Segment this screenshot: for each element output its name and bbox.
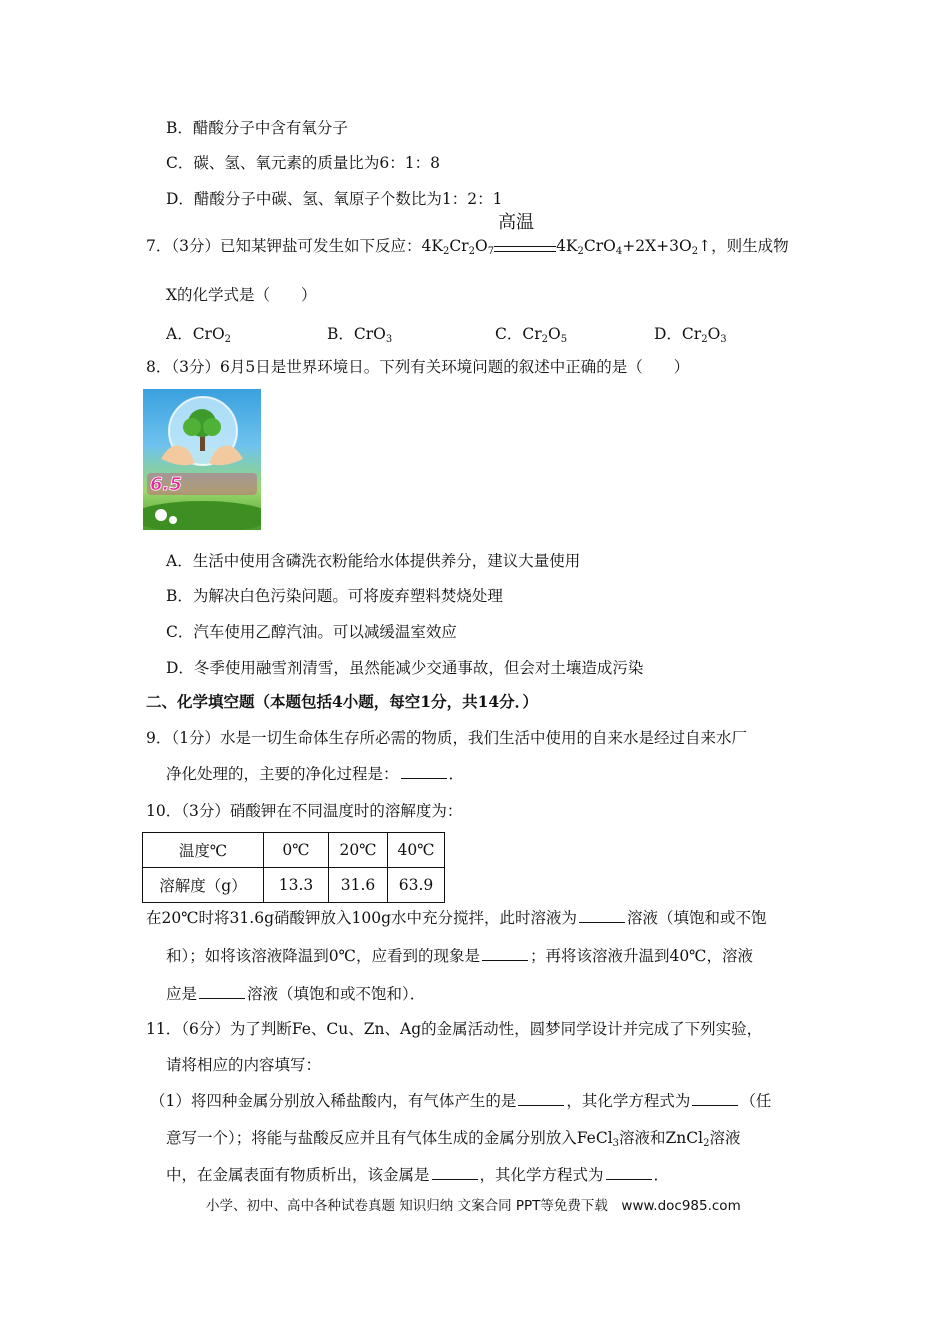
reaction-condition: 高温	[498, 212, 535, 233]
q9-line2: 净化处理的，主要的净化过程是： ．	[166, 765, 465, 783]
q8-option-a: A．生活中使用含磷洗衣粉能给水体提供养分，建议大量使用	[166, 552, 581, 570]
q11-part1-line3: 中，在金属表面有物质析出，该金属是 ，其化学方程式为 ．	[166, 1166, 670, 1184]
answer-blank[interactable]	[199, 984, 245, 999]
q6-option-d: D．醋酸分子中碳、氢、氧原子个数比为1：2：1	[166, 190, 503, 208]
q7-stem: 7．（3分）已知某钾盐可发生如下反应：$4K_2Cr_2O_7$ 高温 $4K_2CrO_4+2X+3O_2↑$，则生成物	[146, 212, 789, 257]
section-heading: 二、化学填空题（本题包括4小题，每空1分，共14分．）	[146, 692, 538, 711]
q6-option-b: B．醋酸分子中含有氧分子	[166, 119, 348, 137]
q11-part1-line1: （1）将四种金属分别放入稀盐酸内，有气体产生的是 ，其化学方程式为 （任	[150, 1092, 772, 1110]
q7-option-a: A．CrO$_2$	[166, 325, 232, 345]
table-cell: 0℃	[264, 833, 329, 868]
table-header-cell: 温度℃	[143, 833, 264, 868]
environment-day-poster	[143, 389, 261, 530]
reaction-arrow	[494, 212, 556, 257]
answer-blank[interactable]	[606, 1165, 652, 1180]
q10-line2: 和）；如将该溶液降温到0℃，应看到的现象是 ；再将该溶液升温到40℃，溶液	[166, 947, 754, 965]
answer-blank[interactable]	[482, 946, 528, 961]
q10-line3: 应是 溶液（填饱和或不饱和）．	[166, 985, 426, 1003]
answer-blank[interactable]	[692, 1091, 738, 1106]
table-header-cell: 溶解度（g）	[143, 868, 264, 903]
answer-blank[interactable]	[518, 1091, 564, 1106]
q7-line2: X的化学式是（ ）	[166, 286, 317, 304]
table-row	[143, 833, 445, 868]
q7-option-b: B．CrO$_3$	[327, 325, 393, 345]
answer-blank[interactable]	[579, 908, 625, 923]
table-cell: 31.6	[329, 868, 388, 903]
q11-line1: 11．（6分）为了判断Fe、Cu、Zn、Ag的金属活动性，圆梦同学设计并完成了下列实验，	[146, 1020, 763, 1038]
q8-option-b: B．为解决白色污染问题。可将废弃塑料焚烧处理	[166, 587, 503, 605]
table-cell: 20℃	[329, 833, 388, 868]
q7-option-c: C．$Cr_2O_5$	[495, 325, 568, 345]
poster-illustration	[143, 389, 261, 530]
q8-stem: 8．（3分）6月5日是世界环境日。下列有关环境问题的叙述中正确的是（ ）	[146, 358, 690, 376]
q9-line1: 9．（1分）水是一切生命体生存所必需的物质，我们生活中使用的自来水是经过自来水厂	[146, 729, 747, 747]
solubility-table	[142, 832, 445, 903]
q10-stem: 10．（3分）硝酸钾在不同温度时的溶解度为：	[146, 802, 463, 820]
poster-title: 6.5	[150, 474, 182, 495]
q8-option-d: D．冬季使用融雪剂清雪，虽然能减少交通事故，但会对土壤造成污染	[166, 659, 644, 677]
table-row	[143, 868, 445, 903]
q11-line2: 请将相应的内容填写：	[166, 1056, 322, 1074]
q10-line1: 在20℃时将31.6g硝酸钾放入100g水中充分搅拌，此时溶液为 溶液（填饱和或不饱	[146, 909, 767, 927]
answer-blank[interactable]	[401, 764, 447, 779]
table-cell: 13.3	[264, 868, 329, 903]
q7-option-d: D．$Cr_2O_3$	[654, 325, 727, 345]
page-footer: 小学、初中、高中各种试卷真题 知识归纳 文案合同 PPT等免费下载 www.doc985.com	[206, 1198, 741, 1214]
q8-option-c: C．汽车使用乙醇汽油。可以减缓温室效应	[166, 623, 457, 641]
table-cell: 63.9	[388, 868, 445, 903]
q11-part1-line2: 意写一个）；将能与盐酸反应并且有气体生成的金属分别放入FeCl$_3$溶液和ZnCl$_2$溶液	[166, 1129, 741, 1149]
q6-option-c: C．碳、氢、氧元素的质量比为6：1：8	[166, 154, 440, 172]
table-cell: 40℃	[388, 833, 445, 868]
answer-blank[interactable]	[432, 1165, 478, 1180]
